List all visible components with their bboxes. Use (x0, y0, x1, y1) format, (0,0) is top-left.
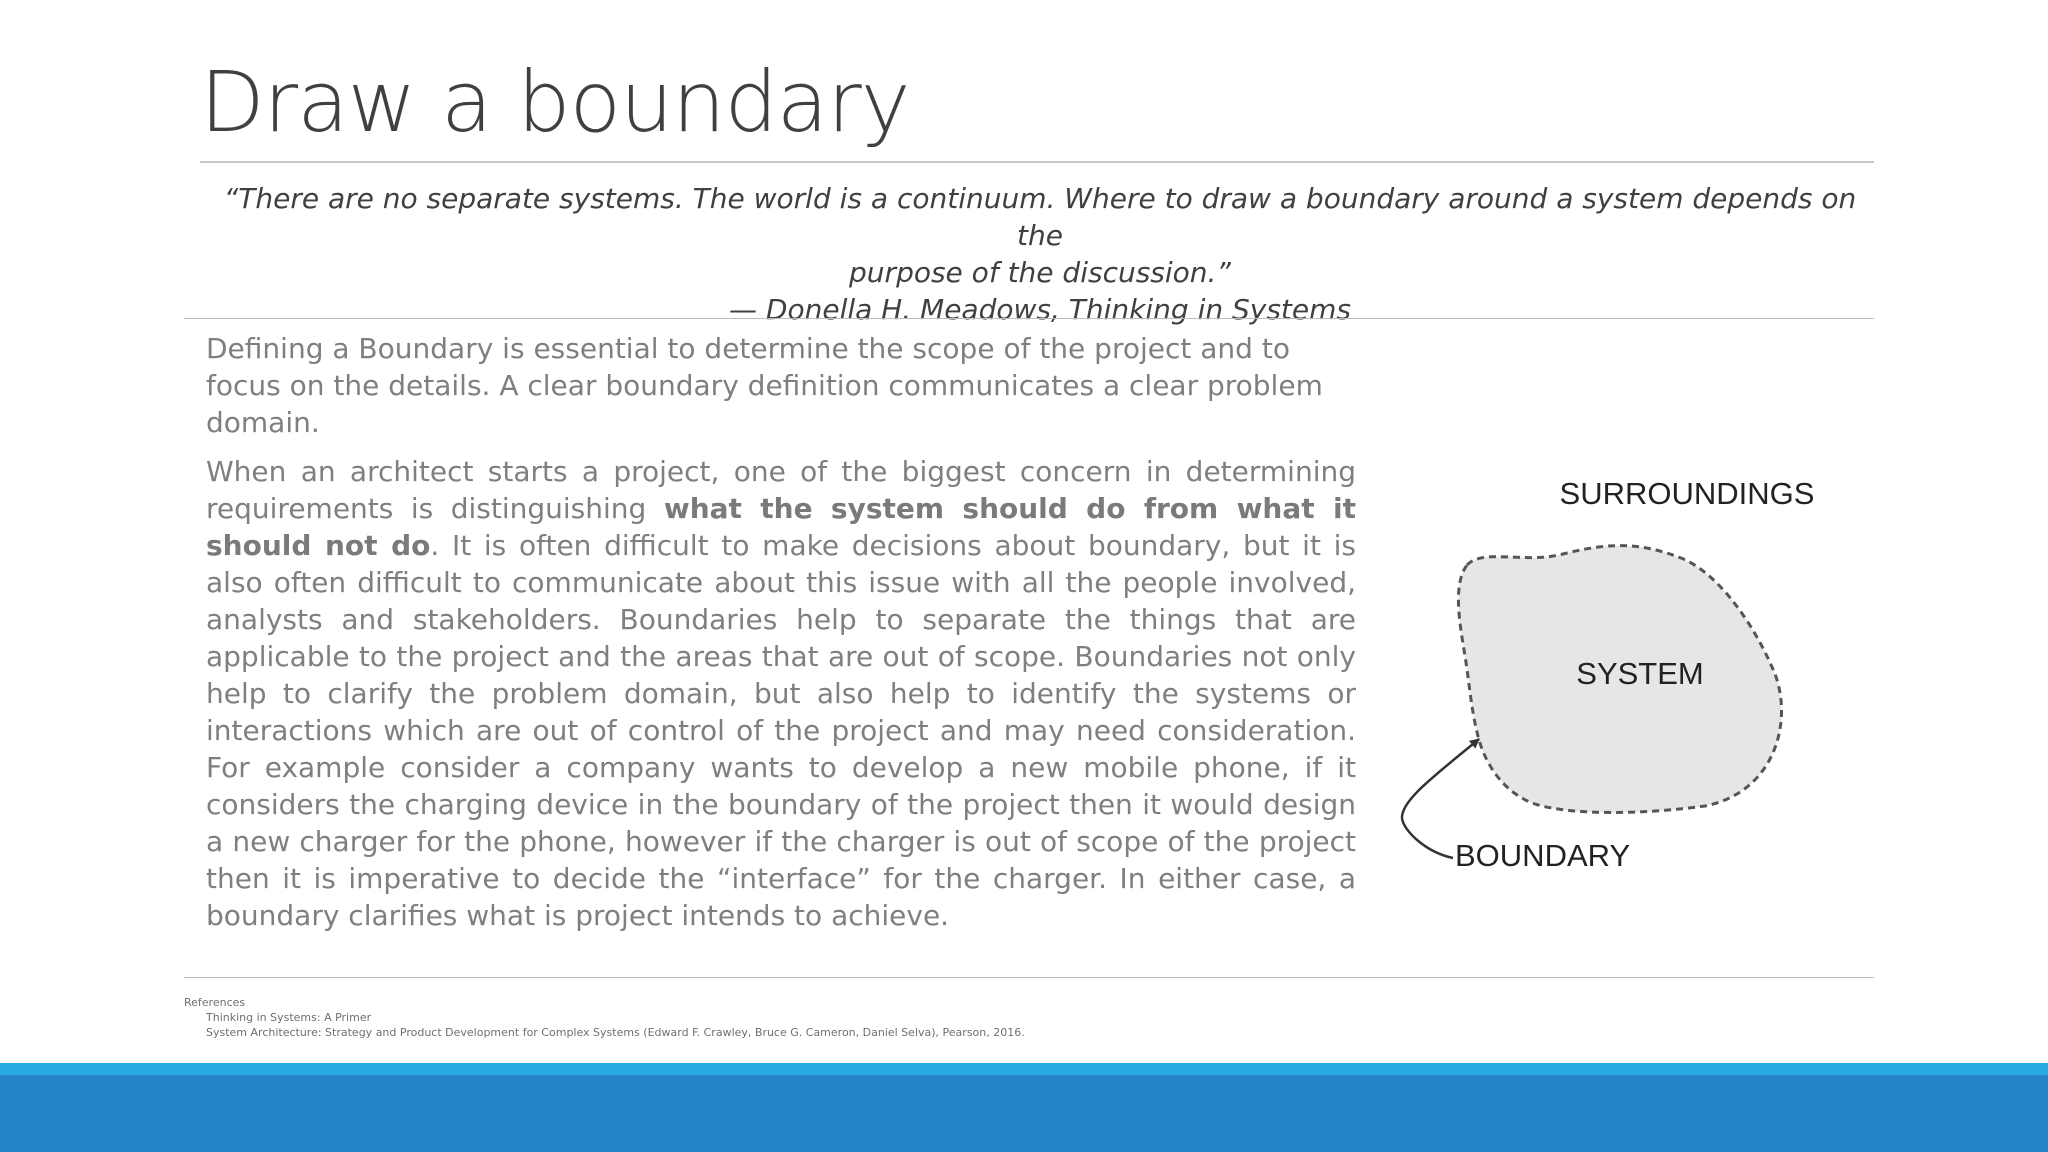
body-paragraph-2 (206, 453, 1356, 934)
quote-line-2: purpose of the discussion.” (849, 256, 1231, 289)
footer-accent-band (0, 1063, 2048, 1075)
title-divider (200, 161, 1874, 163)
boundary-label: BOUNDARY (1455, 838, 1631, 873)
body-text (206, 330, 1356, 946)
quote-divider (184, 318, 1874, 319)
quote-block (220, 180, 1860, 328)
quote-line-1: “There are no separate systems. The world is a continuum. Where to draw a boundary around a system depends on the (223, 182, 1857, 252)
body-paragraph-2-end: . It is often difficult to make decisions about boundary, but it is also often difficult to communicate about this issue with all the people involved, analysts and stakeholders. Boundaries help to separate the things that are applicable to the project and the areas that are out of scope. Boundaries not only help to clarify the problem domain, but also help to identify the systems or interactions which are out of control of the project and may need consideration. For example consider a company wants to develop a new mobile phone, if it considers the charging device in the boundary of the project then it would design a new charger for the phone, however if the charger is out of scope of the project then it is imperative to decide the “interface” for the charger. In either case, a boundary clarifies what is project intends to achieve. (206, 529, 1356, 932)
system-label: SYSTEM (1576, 656, 1704, 691)
quote-attribution: — Donella H. Meadows, Thinking in Systems (729, 293, 1351, 326)
footer-band (0, 1075, 2048, 1152)
reference-item: System Architecture: Strategy and Product Development for Complex Systems (Edward F. Crawley, Bruce G. Cameron, Daniel Selva), Pearson, 2016. (206, 1026, 1025, 1039)
references-divider (184, 977, 1874, 978)
body-paragraph-2-start: When an architect starts a project, one of the biggest concern in determining requirements is distinguishing (206, 455, 1356, 525)
body-paragraph-1: Defining a Boundary is essential to determine the scope of the project and to focus on the details. A clear boundary definition communicates a clear problem domain. (206, 332, 1323, 439)
surroundings-label: SURROUNDINGS (1559, 476, 1815, 511)
slide-title: Draw a boundary (200, 53, 910, 151)
reference-item: Thinking in Systems: A Primer (206, 1011, 372, 1024)
references-heading: References (184, 996, 246, 1009)
references (184, 995, 1025, 1040)
system-boundary-diagram (1385, 460, 1855, 880)
body-paragraph-2-emphasis: what the system should do from what it should not do (206, 492, 1356, 562)
